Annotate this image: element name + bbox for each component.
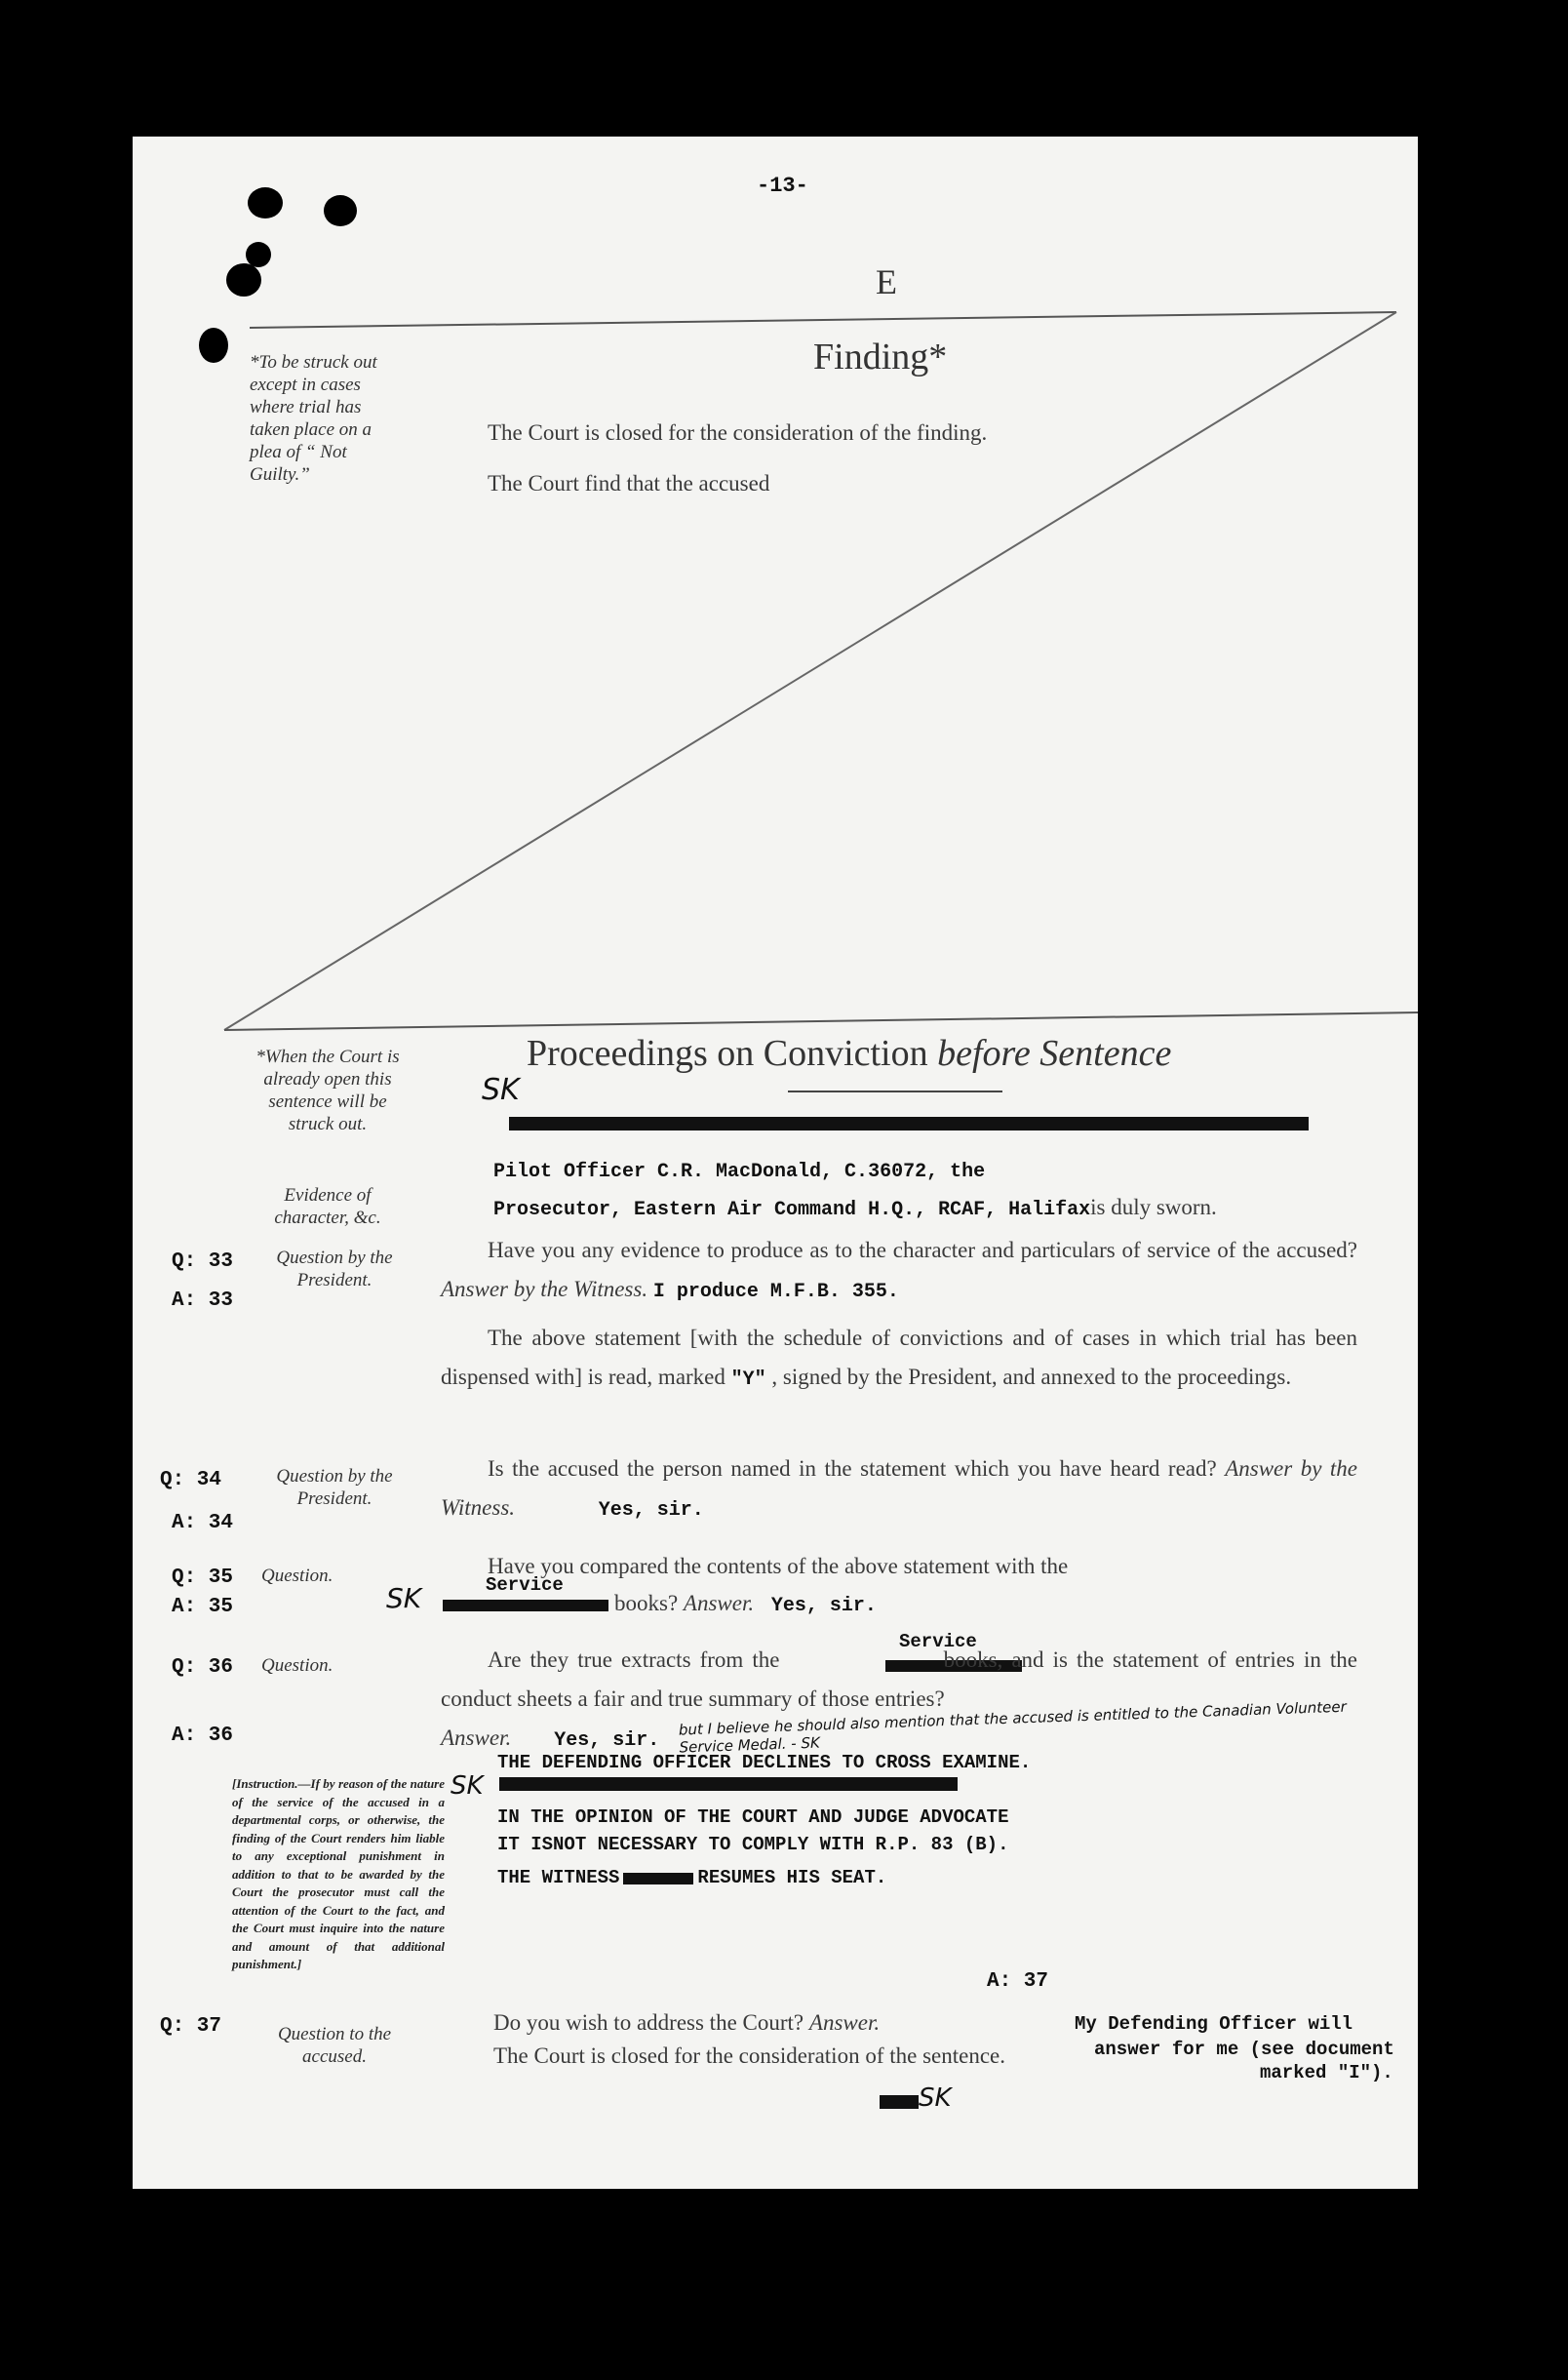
finding-margin-note: *To be struck out except in cases where trial has taken place on a plea of “ Not Guilty.” <box>250 352 377 485</box>
witness-line-1: Pilot Officer C.R. MacDonald, C.36072, the <box>493 1161 986 1183</box>
struck-out-word <box>880 2095 919 2109</box>
question-body: Do you wish to address the Court? <box>493 2010 804 2035</box>
answer-typed-3: marked "I"). <box>1260 2062 1393 2083</box>
question-line-2 <box>614 1584 877 1626</box>
a-label: A: 34 <box>172 1512 234 1534</box>
question-body: Is the accused the person named in the statement which you have heard read? <box>488 1456 1217 1481</box>
handwritten-initials: SK <box>482 1073 520 1107</box>
answer-label: Answer by the Witness. <box>441 1277 648 1301</box>
struck-out-word <box>443 1600 608 1611</box>
finding-title: Finding* <box>813 337 948 377</box>
witness-resumes-start: THE WITNESS <box>497 1867 620 1888</box>
proceedings-title-main: Proceedings on Conviction <box>527 1033 938 1074</box>
witness-line-2 <box>493 1188 1217 1227</box>
page-number: -13- <box>757 174 808 198</box>
handwritten-initials: SK <box>451 1771 484 1801</box>
declines-line: THE DEFENDING OFFICER DECLINES TO CROSS EXAMINE. <box>497 1752 1032 1773</box>
question-body: Are they true extracts from the <box>488 1647 780 1672</box>
statement-end: , signed by the President, and annexed to the proceedings. <box>771 1365 1292 1389</box>
margin-note-evidence: Evidence of character, &c. <box>274 1185 381 1228</box>
closing-line: The Court is closed for the consideration of the sentence. <box>493 2043 1006 2068</box>
a-label: A: 37 <box>987 1970 1049 1993</box>
q-label: Q: 35 <box>172 1567 234 1589</box>
struck-out-word <box>623 1873 693 1884</box>
margin-note-court-open: *When the Court is already open this sentence will be struck out. <box>255 1047 400 1134</box>
typed-insert: Service <box>486 1574 564 1596</box>
q-label: Q: 34 <box>160 1469 222 1491</box>
question-margin-note: Question to the accused. <box>277 2024 392 2067</box>
question-text <box>441 1449 1357 1530</box>
opinion-line-2: IT ISNOT NECESSARY TO COMPLY WITH R.P. 83 (B). <box>497 1834 1009 1855</box>
finding-strike-lines <box>133 137 1418 1053</box>
marked-value: "Y" <box>730 1368 766 1391</box>
witness-resumes-line <box>497 1867 886 1888</box>
proceedings-title <box>527 1032 1171 1075</box>
answer-label: Answer. <box>683 1591 755 1615</box>
q-label: Q: 36 <box>172 1656 234 1679</box>
q-label: Q: 33 <box>172 1250 234 1273</box>
witness-resumes-end: RESUMES HIS SEAT. <box>697 1867 887 1888</box>
a-label: A: 36 <box>172 1725 234 1747</box>
answer-typed: Yes, sir. <box>554 1729 660 1752</box>
question-body-end: books? <box>614 1591 679 1615</box>
answer-typed: Yes, sir. <box>770 1595 877 1617</box>
opinion-line-1: IN THE OPINION OF THE COURT AND JUDGE ADVOCATE <box>497 1806 1009 1828</box>
handwritten-initials: SK <box>386 1582 422 1614</box>
answer-label: Answer. <box>808 2010 881 2035</box>
question-margin-note: Question. <box>261 1655 333 1676</box>
answer-typed: Yes, sir. <box>598 1499 704 1522</box>
duly-sworn: is duly sworn. <box>1090 1195 1217 1219</box>
typed-insert: Service <box>899 1631 977 1652</box>
answer-label: Answer by the Witness. <box>441 1456 1357 1520</box>
finding-line-closed: The Court is closed for the consideration of the finding. <box>488 420 988 445</box>
question-body: Have you any evidence to produce as to the character and particulars of service of the accused? <box>488 1238 1357 1262</box>
answer-label: Answer. <box>441 1726 512 1750</box>
answer-typed-1: My Defending Officer will <box>1075 2013 1353 2035</box>
q-label: Q: 37 <box>160 2015 222 2038</box>
answer-typed-2: answer for me (see document <box>1094 2039 1394 2060</box>
title-underline <box>788 1091 1002 1092</box>
a-label: A: 35 <box>172 1596 234 1618</box>
instruction-note: [Instruction.—If by reason of the nature of the service of the accused in a departmental corps, or otherwise, the finding of the Court renders him liable to any exceptional punishment in addition to that to be awarded by the Court the prosecutor must call the attention of the Court to the fact, and the Court must inquire into the nature and amount of that additional punishment.] <box>232 1776 445 1971</box>
question-text <box>441 1231 1357 1312</box>
struck-out-typed-line <box>509 1117 1309 1130</box>
answer-typed: I produce M.F.B. 355. <box>652 1281 899 1303</box>
a-label: A: 33 <box>172 1289 234 1312</box>
struck-out-typed-line <box>499 1777 958 1791</box>
proceedings-title-italic: before Sentence <box>937 1033 1172 1074</box>
witness-prosecutor: Prosecutor, Eastern Air Command H.Q., RCAF, Halifax <box>493 1199 1091 1221</box>
statement-paragraph <box>441 1319 1357 1400</box>
section-letter: E <box>876 262 897 301</box>
question-body: Have you compared the contents of the above statement with the <box>488 1554 1069 1578</box>
handwritten-initials: SK <box>919 2083 952 2113</box>
handwritten-note: but I believe he should also mention that the accused is entitled to the Canadian Volunteer Service Medal. - SK <box>678 1697 1348 1757</box>
question-margin-note: Question by the President. <box>276 1248 393 1290</box>
statement-text: The above statement [with the schedule of convictions and of cases in which trial has been dispensed with] is read, marked <box>441 1326 1357 1389</box>
question-body-end: books, and is the statement of entries in the conduct sheets a fair and true summary of those entries? <box>441 1647 1357 1711</box>
finding-line-accused: The Court find that the accused <box>488 471 770 496</box>
question-margin-note: Question. <box>261 1566 333 1586</box>
question-margin-note: Question by the President. <box>276 1466 393 1509</box>
document-page <box>133 137 1418 2189</box>
